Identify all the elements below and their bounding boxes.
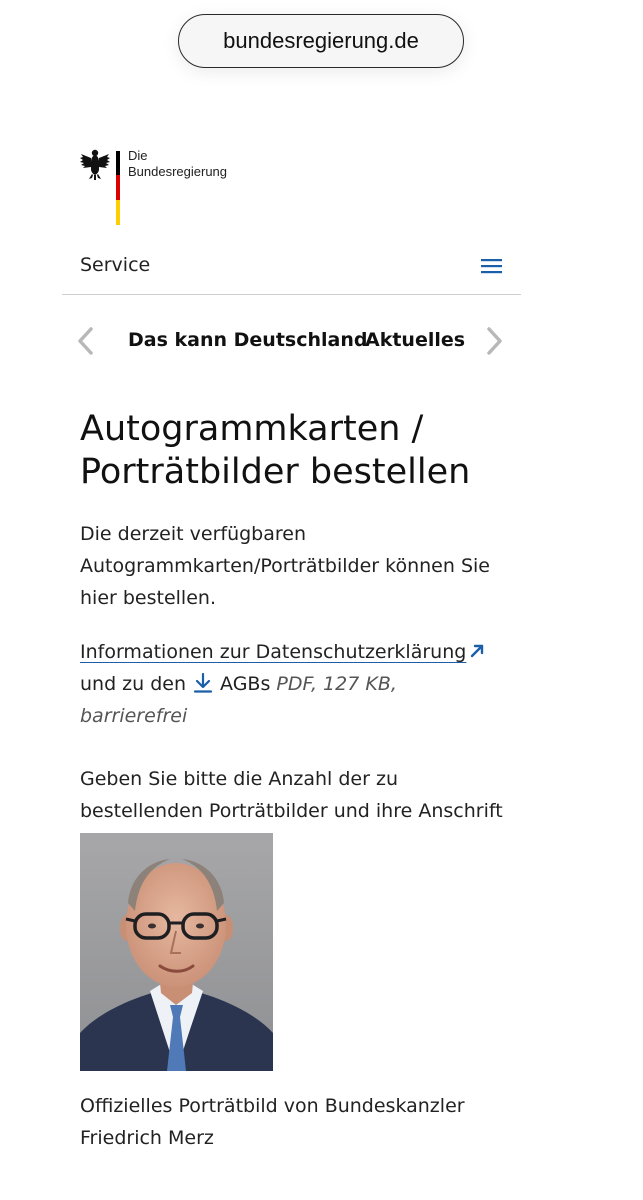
hamburger-menu-icon[interactable] (480, 256, 504, 276)
privacy-policy-link[interactable] (80, 641, 485, 663)
logo-line-2: Bundesregierung (128, 164, 228, 179)
legal-links (80, 636, 510, 732)
privacy-policy-link-label: Informationen zur Datenschutzerklärung (80, 641, 467, 663)
chevron-right-icon[interactable] (484, 326, 506, 356)
and-text: und zu den (80, 673, 187, 695)
portrait-caption-line-2: Friedrich Merz (80, 1127, 214, 1149)
download-icon[interactable] (192, 673, 214, 693)
browser-url-text: bundesregierung.de (223, 28, 419, 53)
section-label: Service (80, 254, 151, 276)
portrait-caption (80, 1090, 510, 1154)
carousel-item-das-kann-deutschland[interactable]: Das kann Deutschland (128, 329, 368, 351)
order-instructions: Geben Sie bitte die Anzahl der zu bestellenden Porträtbilder und ihre Anschrift (80, 768, 503, 822)
page-title-line-1: Autogrammkarten / (80, 409, 424, 449)
agb-file-meta: PDF, 127 KB, barrierefrei (80, 673, 397, 727)
intro-text: Die derzeit verfügbaren Autogrammkarten/Porträtbilder können Sie hier bestellen. (80, 523, 490, 609)
chancellor-portrait-image[interactable] (80, 833, 273, 1071)
agb-download-link[interactable]: AGBs (220, 673, 271, 695)
portrait-illustration (80, 833, 273, 1071)
german-flag-bar (116, 151, 120, 225)
logo-line-1: Die (128, 148, 148, 163)
chevron-left-icon[interactable] (74, 326, 96, 356)
external-link-icon (469, 643, 485, 659)
page-title-line-2: Porträtbilder bestellen (80, 452, 471, 492)
logo-wordmark (128, 148, 227, 180)
bundesregierung-logo[interactable] (80, 148, 250, 228)
browser-url-bar[interactable] (178, 14, 464, 68)
section-header (62, 244, 521, 295)
main-content (80, 408, 510, 859)
carousel-item-aktuelles[interactable]: Aktuelles (365, 329, 466, 351)
page-title (80, 408, 510, 494)
federal-eagle-icon (80, 148, 110, 180)
portrait-caption-line-1: Offizielles Porträtbild von Bundeskanzler (80, 1095, 465, 1117)
topic-carousel (62, 316, 521, 366)
